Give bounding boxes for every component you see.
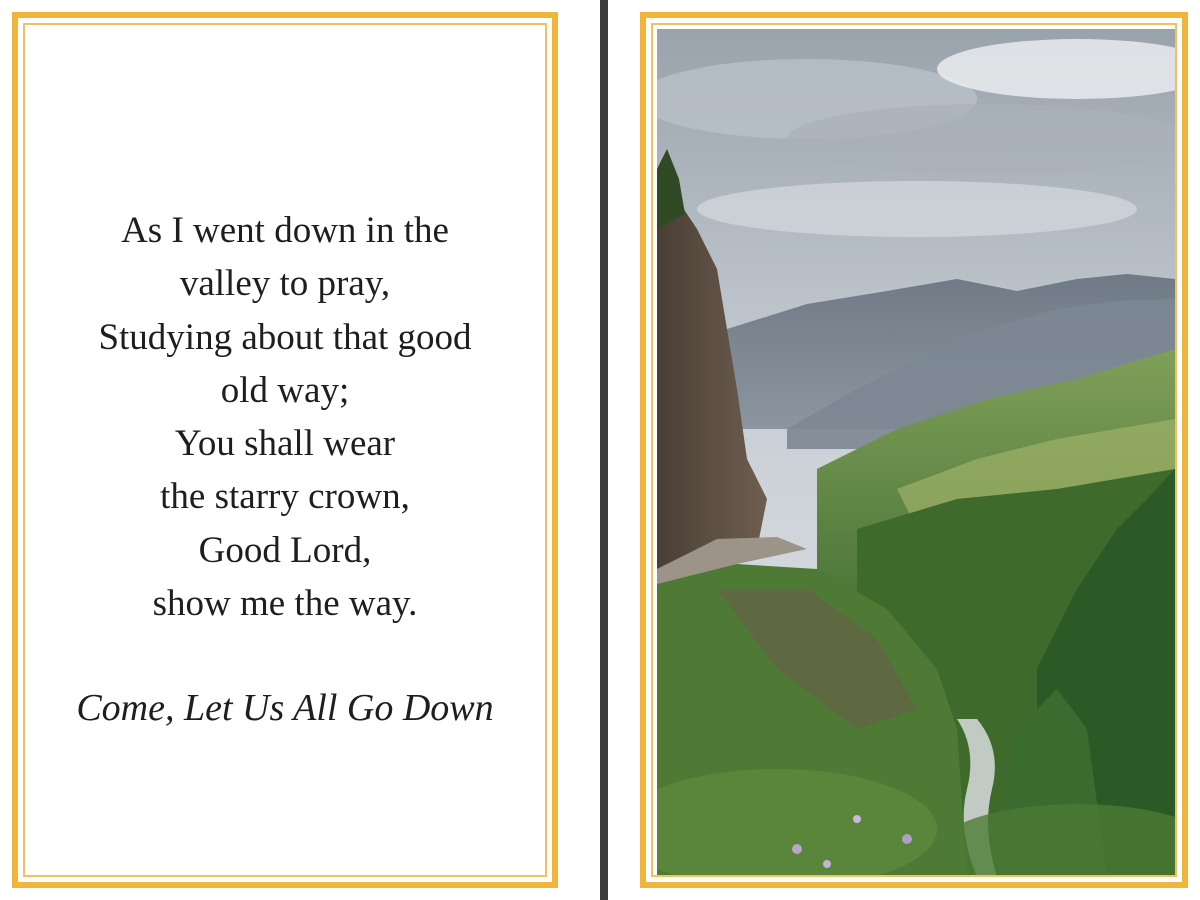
verse-line: valley to pray, (179, 263, 391, 305)
mountain-valley-photo (657, 29, 1175, 877)
verse-card (12, 12, 558, 888)
verse-line: old way; (220, 369, 350, 411)
song-title: Come, Let Us All Go Down (76, 687, 494, 729)
photo-card-inner-frame (651, 23, 1177, 877)
verse-line: show me the way. (152, 583, 418, 625)
verse-line: the starry crown, (160, 476, 410, 518)
verse-text (18, 204, 552, 630)
verse-line: Good Lord, (198, 529, 372, 571)
verse-line: Studying about that good (98, 316, 472, 358)
card-divider (600, 0, 608, 900)
verse-line: You shall wear (174, 423, 396, 465)
verse-line: As I went down in the (121, 210, 449, 251)
photo-card (640, 12, 1188, 888)
